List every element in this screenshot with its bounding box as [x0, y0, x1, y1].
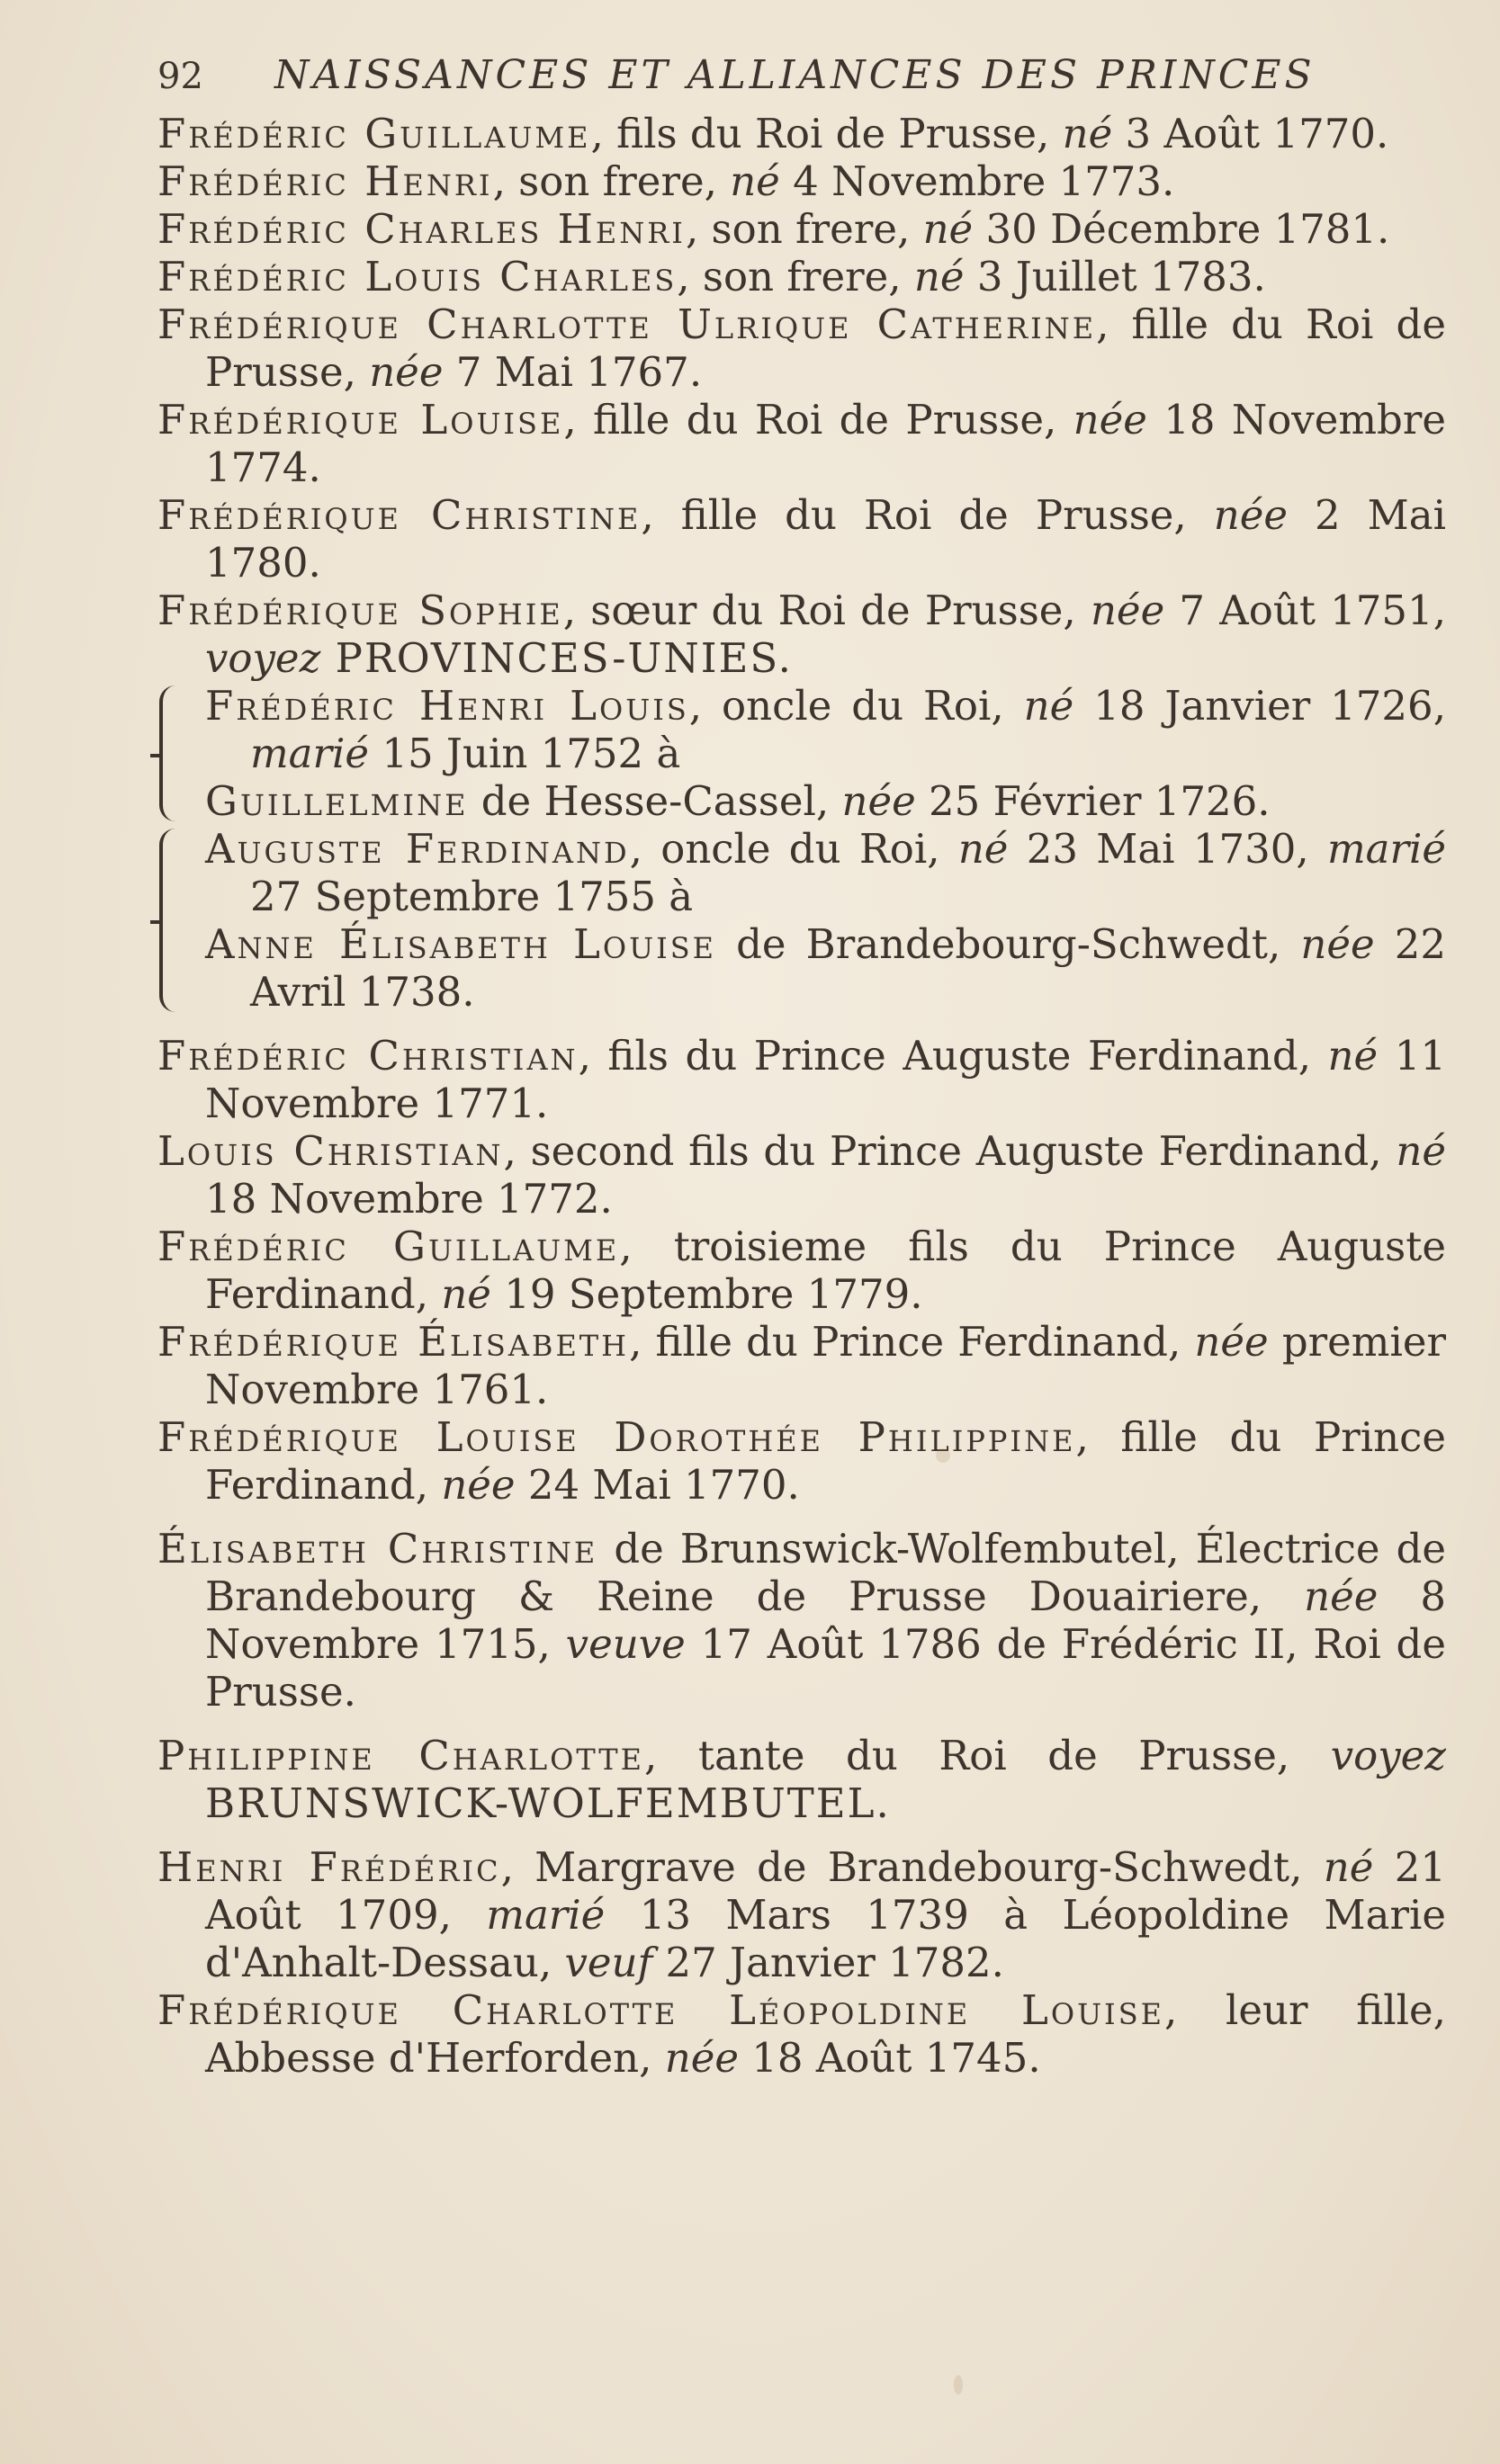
- entry-name: Frédérique Charlotte Ulrique Catherine: [157, 300, 1097, 348]
- list-item: Frédéric Henri Louis, oncle du Roi, né 18 Janvier 1726, marié 15 Juin 1752 à: [205, 682, 1446, 777]
- entry-name: Frédérique Sophie: [157, 587, 563, 634]
- entry-name: Philippine Charlotte: [157, 1732, 644, 1779]
- entry-name: Guillelmine: [205, 777, 469, 825]
- entry-name: Frédéric Charles Henri: [157, 205, 686, 253]
- entry-name: Frédérique Louise: [157, 396, 564, 444]
- entry-name: Auguste Ferdinand: [205, 825, 630, 873]
- entry-name: Frédéric Henri: [157, 157, 493, 205]
- entry-name: Frédérique Louise Dorothée Philippine: [157, 1413, 1076, 1461]
- list-item: Frédérique Christine, fille du Roi de Prusse, née 2 Mai 1780.: [157, 491, 1446, 587]
- list-item: Auguste Ferdinand, oncle du Roi, né 23 Mai 1730, marié 27 Septembre 1755 à: [205, 825, 1446, 920]
- paper-stain: [936, 1448, 950, 1463]
- brace-icon: [159, 829, 183, 1012]
- list-item: Frédéric Louis Charles, son frere, né 3 Juillet 1783.: [157, 253, 1266, 300]
- list-item: Henri Frédéric, Margrave de Brandebourg-Schwedt, né 21 Août 1709, marié 13 Mars 1739 à Léopoldine Marie d'Anhalt-Dessau, veuf 27 Janvier 1782.: [157, 1843, 1446, 1986]
- list-item: Frédéric Guillaume, troisieme fils du Prince Auguste Ferdinand, né 19 Septembre 1779.: [157, 1223, 1446, 1318]
- marriage-bracket: [157, 682, 1446, 825]
- paper-stain: [954, 2375, 963, 2395]
- list-item: Frédérique Charlotte Ulrique Catherine, fille du Roi de Prusse, née 7 Mai 1767.: [157, 300, 1446, 396]
- entry-name: Louis Christian: [157, 1127, 504, 1175]
- entry-name: Frédéric Louis Charles: [157, 253, 678, 300]
- entry-name: Frédéric Christian: [157, 1032, 579, 1080]
- marriage-bracket: [157, 825, 1446, 1016]
- list-item: Philippine Charlotte, tante du Roi de Prusse, voyez BRUNSWICK-WOLFEMBUTEL.: [157, 1732, 1446, 1827]
- list-item: Élisabeth Christine de Brunswick-Wolfembutel, Électrice de Brandebourg & Reine de Prusse Douairiere, née 8 Novembre 1715, veuve 17 Août 1786 de Frédéric II, Roi de Prusse.: [157, 1525, 1447, 1716]
- list-item: Frédéric Charles Henri, son frere, né 30 Décembre 1781.: [157, 205, 1390, 253]
- page-number: 92: [157, 56, 203, 97]
- running-head: [157, 52, 1446, 106]
- list-item: Frédérique Charlotte Léopoldine Louise, leur fille, Abbesse d'Herforden, née 18 Août 1745.: [157, 1986, 1446, 2082]
- cross-reference: BRUNSWICK-WOLFEMBUTEL.: [205, 1779, 891, 1827]
- list-item: Frédéric Henri, son frere, né 4 Novembre 1773.: [157, 157, 1175, 205]
- brace-icon: [159, 685, 183, 821]
- list-item: Frédérique Sophie, sœur du Roi de Prusse, née 7 Août 1751, voyez PROVINCES-UNIES.: [157, 587, 1446, 682]
- entry-name: Frédérique Charlotte Léopoldine Louise: [157, 1986, 1164, 2034]
- list-item: Frédéric Christian, fils du Prince Auguste Ferdinand, né 11 Novembre 1771.: [157, 1032, 1446, 1127]
- entry-list: [157, 110, 1446, 2082]
- list-item: Guillelmine de Hesse-Cassel, née 25 Février 1726.: [205, 777, 1271, 825]
- entry-name: Frédéric Henri Louis: [205, 682, 689, 730]
- list-item: Anne Élisabeth Louise de Brandebourg-Schwedt, née 22 Avril 1738.: [205, 920, 1446, 1016]
- entry-name: Frédéric Guillaume: [157, 110, 591, 157]
- entry-name: Frédéric Guillaume: [157, 1223, 620, 1270]
- list-item: Louis Christian, second fils du Prince Auguste Ferdinand, né 18 Novembre 1772.: [157, 1127, 1447, 1223]
- entry-name: Élisabeth Christine: [157, 1525, 598, 1572]
- list-item: Frédéric Guillaume, fils du Roi de Prusse, né 3 Août 1770.: [157, 110, 1389, 157]
- running-title: NAISSANCES ET ALLIANCES DES PRINCES: [274, 52, 1316, 98]
- entry-name: Henri Frédéric: [157, 1843, 501, 1891]
- list-item: Frédérique Élisabeth, fille du Prince Ferdinand, née premier Novembre 1761.: [157, 1318, 1446, 1413]
- list-item: Frédérique Louise, fille du Roi de Prusse, née 18 Novembre 1774.: [157, 396, 1446, 491]
- list-item: Frédérique Louise Dorothée Philippine, fille du Prince Ferdinand, née 24 Mai 1770.: [157, 1413, 1446, 1509]
- cross-reference: PROVINCES-UNIES.: [320, 634, 793, 682]
- entry-name: Frédérique Élisabeth: [157, 1318, 630, 1366]
- entry-name: Frédérique Christine: [157, 491, 642, 539]
- entry-name: Anne Élisabeth Louise: [205, 920, 716, 968]
